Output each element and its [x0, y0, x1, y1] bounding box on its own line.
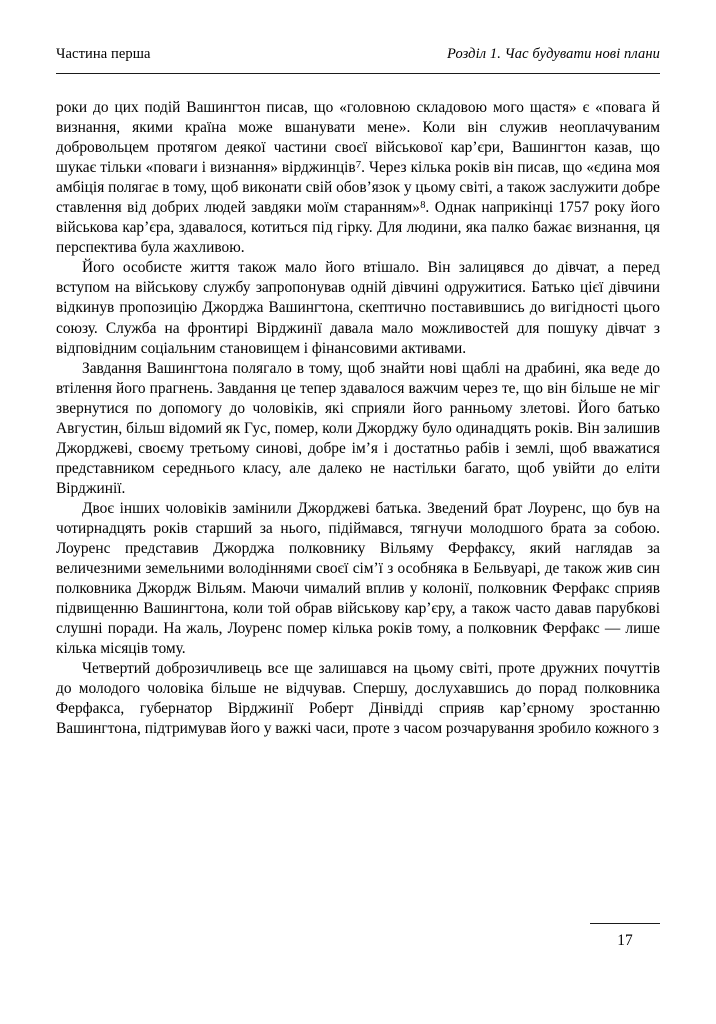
- text-run: Завдання Вашингтона полягало в тому, щоб знайти нові щаблі на драбині, яка веде до втілення його прагнень. Завдання це тепер здавалося важчим через те, що він більше не міг звернутися по допомогу до чоловіків, які сприяли його ранньому злетові. Його батько Августин, більш відомий як Гус, помер, коли Джорджу було одинадцять років. Він залишив Джорджеві, своєму третьому синові, добре ім’я і достатньо рабів і землі, щоб вважатися представником середнього класу, але далеко не настільки багато, щоб увійти до еліти Вірджинії.: [56, 359, 660, 497]
- body-text: [56, 98, 660, 740]
- paragraph: [56, 659, 660, 739]
- running-header: [56, 46, 660, 63]
- header-divider-rule: [56, 73, 660, 74]
- text-run: Двоє інших чоловіків замінили Джорджеві батька. Зведений брат Лоуренс, що був на чотирнадцять років старший за нього, підіймався, тягнучи молодшого брата за собою. Лоуренс представив Джорджа полковнику Вільяму Ферфаксу, який наглядав за величезними земельними володіннями своєї сім’ї з особняка в Бельвуарі, де також жив син полковника Джордж Вільям. Маючи чималий вплив у колонії, полковник Ферфакс сприяв підвищенню Вашингтона, коли той обрав військову кар’єру, а також часто давав парубкові слушні поради. На жаль, Лоуренс помер кілька років тому, а полковник Ферфакс — лише кілька місяців тому.: [56, 499, 660, 658]
- paragraph: [56, 359, 660, 499]
- footnote-marker[interactable]: 8: [420, 199, 426, 211]
- page-number: 17: [617, 932, 633, 949]
- text-run: . Однак наприкінці 1757 року його військова кар’єра, здавалося, котиться під гірку. Для людини, яка палко бажає визнання, ця перспектива була жахливою.: [56, 199, 661, 257]
- text-run: Його особисте життя також мало його втішало. Він залицявся до дівчат, а перед вступом на військову службу запропонував одній дівчині одружитися. Батько цієї дівчини відкинув пропозицію Джорджа Вашингтона, скептично поставившись до вигідності цього союзу. Служба на фронтирі Вірджинії давала мало можливостей для пошуку дівчат з відповідним соціальним становищем і фінансовими активами.: [56, 259, 660, 357]
- text-run: . Через кілька років він писав, що «єдина моя амбіція полягає в тому, щоб виконати свій обов’язок у цьому світі, а також заслужити добре ставлення від добрих людей завдяки моїм старанням»: [56, 159, 660, 217]
- header-part-title: Частина перша: [56, 46, 151, 62]
- text-run: Четвертий доброзичливець все ще залишався на цьому світі, проте дружних почуттів до молодого чоловіка більше не відчував. Спершу, дослухавшись до порад полковника Ферфакса, губернатор Вірджинії Роберт Дінвідді сприяв кар’єрному зростанню Вашингтона, підтримував його у важкі часи, проте з часом розчарування зробило кожного з: [56, 660, 660, 738]
- paragraph: [56, 98, 660, 258]
- footer-divider-rule: [590, 923, 660, 924]
- paragraph: [56, 499, 660, 659]
- footnote-marker[interactable]: 7: [355, 159, 362, 171]
- text-run: роки до цих подій Вашингтон писав, що «головною складовою мого щастя» є «повага й визнання, якими країна може вшанувати мене». Коли він служив неоплачуваним добровольцем протягом деякої частини своєї військової кар’єри, Вашингтон казав, що шукає тільки «поваги і визнання» вірджинців: [56, 99, 660, 177]
- header-chapter-title: Розділ 1. Час будувати нові плани: [447, 46, 660, 62]
- paragraph: [56, 258, 660, 358]
